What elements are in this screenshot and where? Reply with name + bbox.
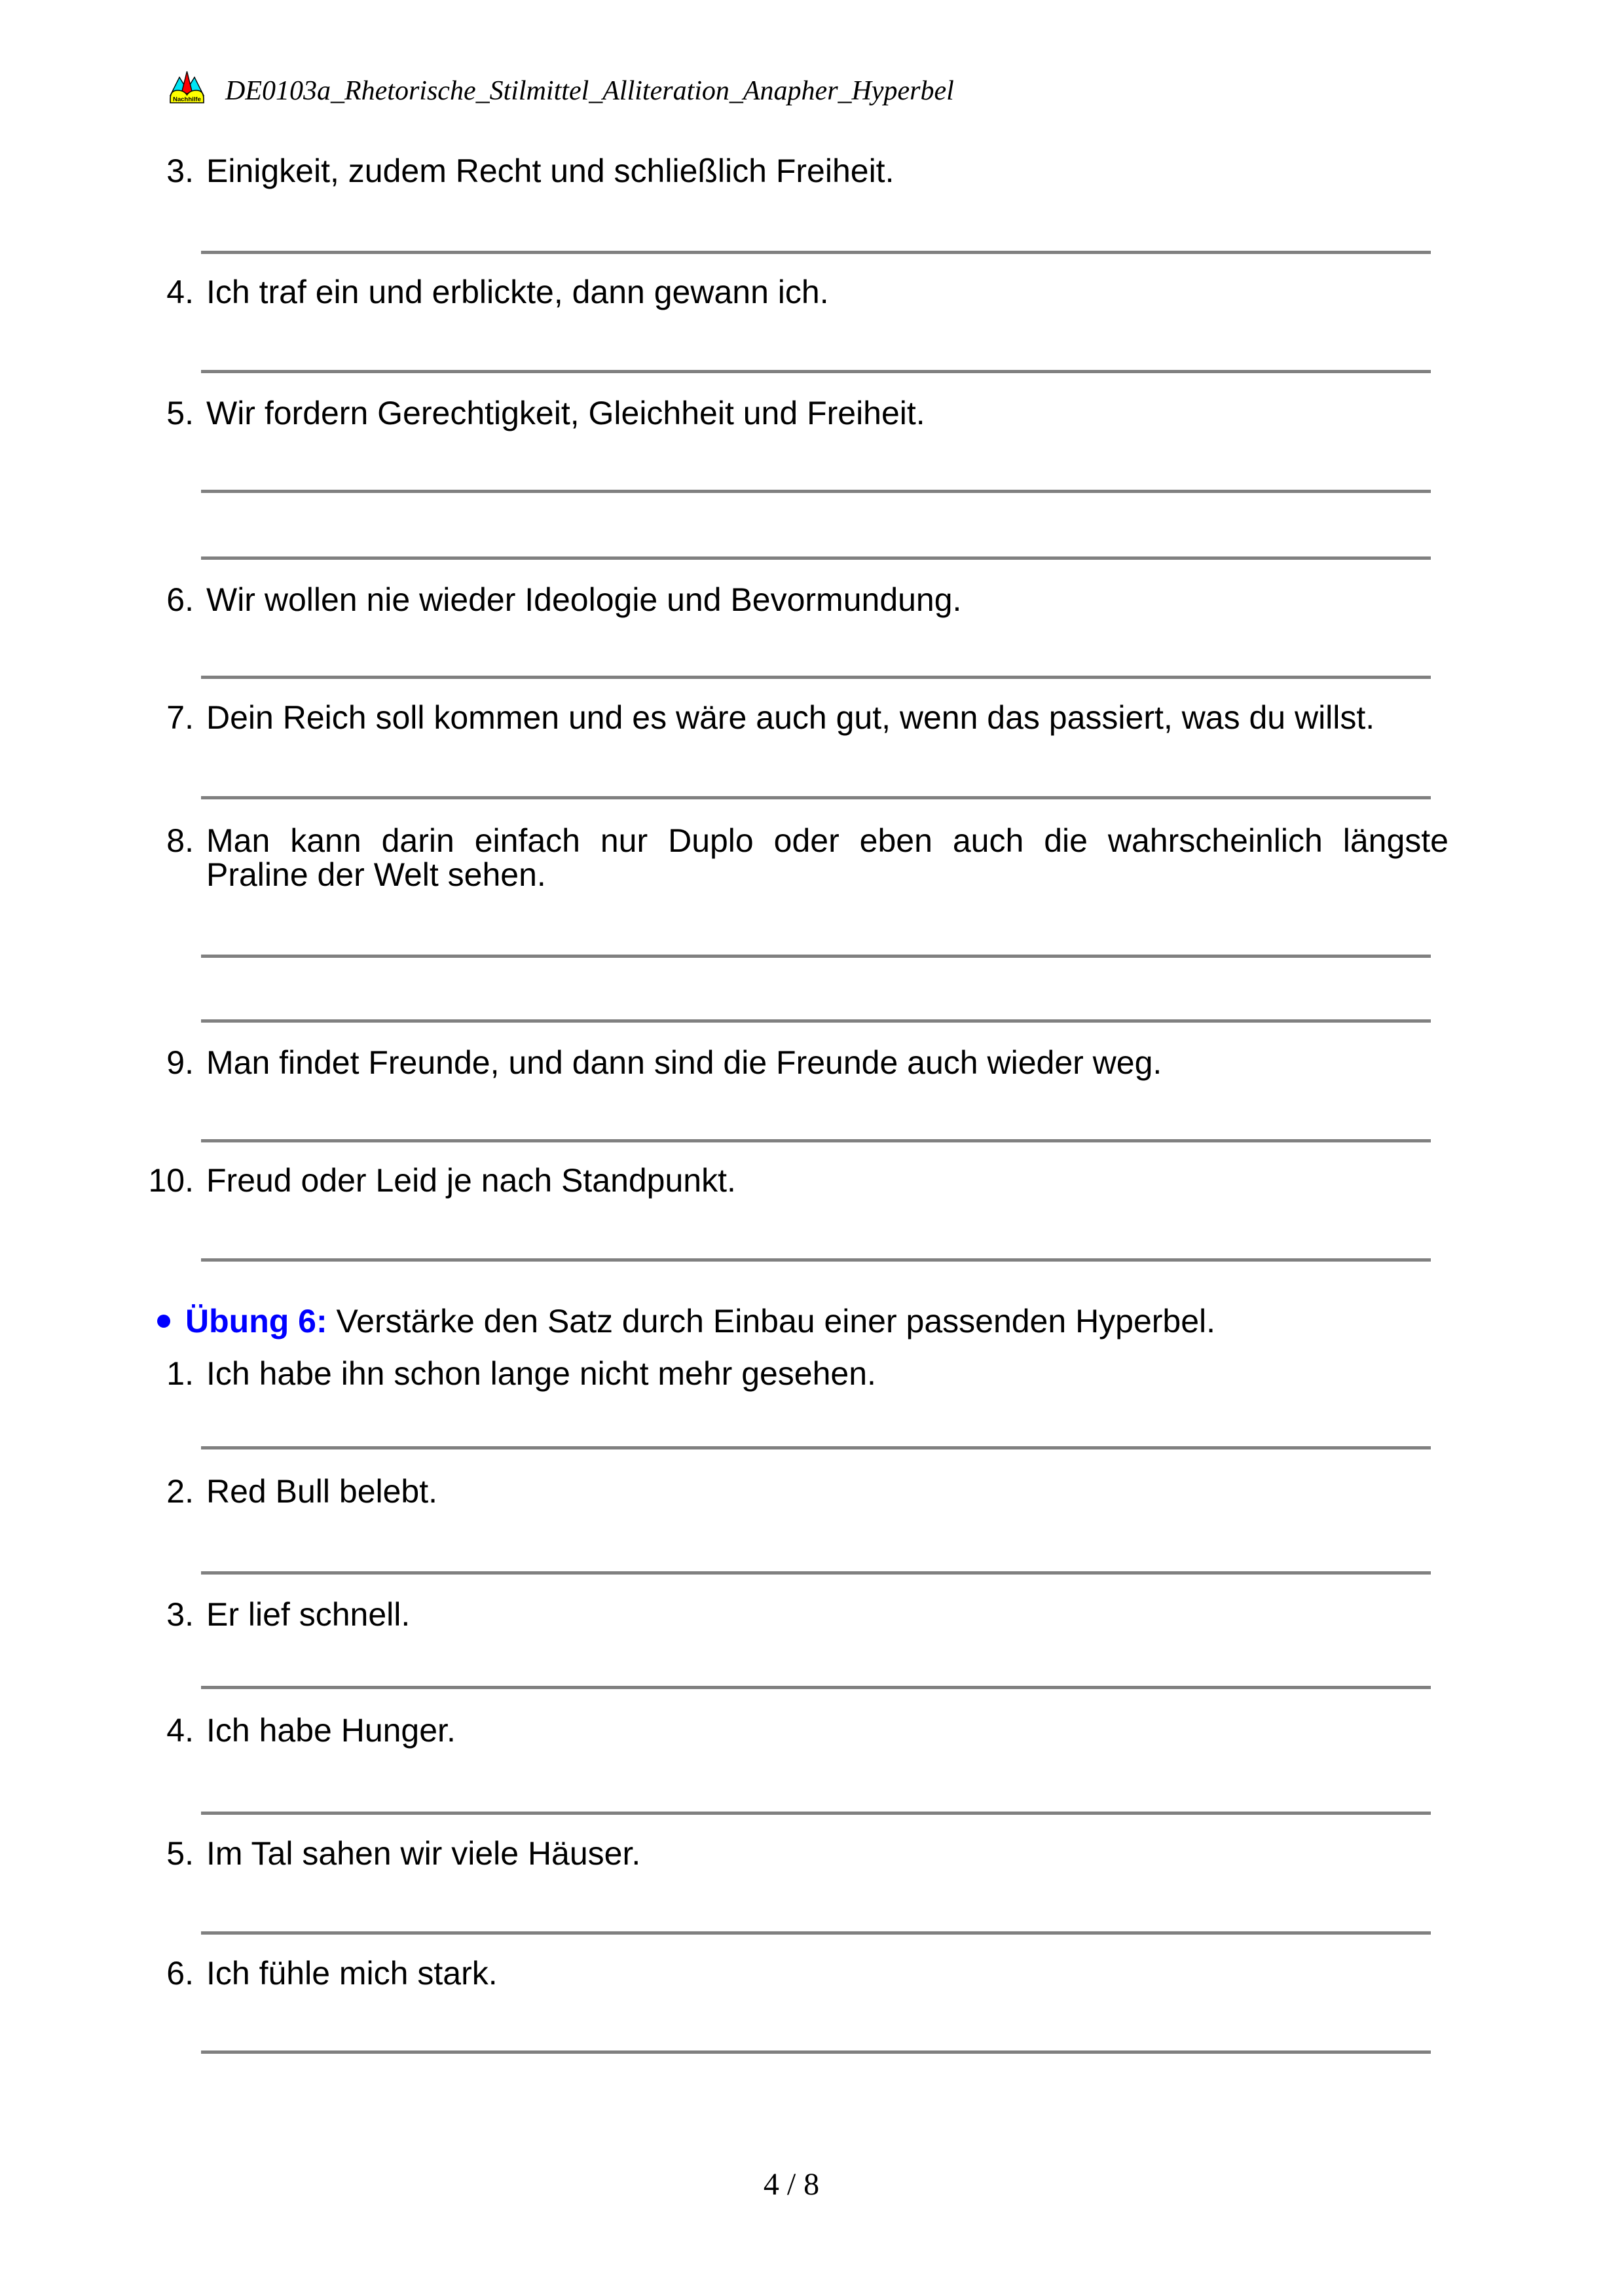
item-text: Wir fordern Gerechtigkeit, Gleichheit und Freiheit.	[206, 395, 925, 431]
exercise5-item-4	[166, 274, 1449, 310]
answer-line	[201, 676, 1431, 679]
item-text: Wir wollen nie wieder Ideologie und Bevormundung.	[206, 581, 962, 618]
item-number: 3.	[166, 1596, 194, 1633]
exercise6-item-1	[166, 1355, 1449, 1392]
item-text: Im Tal sahen wir viele Häuser.	[206, 1835, 641, 1872]
exercise6-item-3	[166, 1596, 1449, 1633]
answer-line	[201, 1258, 1431, 1262]
item-text: Red Bull belebt.	[206, 1473, 438, 1510]
answer-line	[201, 1686, 1431, 1689]
answer-line	[201, 2050, 1431, 2054]
item-number: 5.	[166, 1835, 194, 1872]
item-text: Ich habe Hunger.	[206, 1712, 456, 1749]
mountain-logo-icon	[169, 70, 205, 103]
answer-line	[201, 1139, 1431, 1142]
item-text-line: Man kann darin einfach nur Duplo oder eben auch die wahrscheinlich längste	[206, 822, 1449, 859]
nachhilfe-logo	[169, 70, 205, 103]
exercise6-label: Übung 6:	[185, 1303, 327, 1339]
item-number: 7.	[166, 699, 194, 736]
answer-line	[201, 490, 1431, 493]
answer-line	[201, 955, 1431, 958]
exercise5-item-7	[166, 699, 1449, 736]
answer-line	[201, 251, 1431, 254]
bullet-icon	[157, 1315, 170, 1328]
exercise5-item-5	[166, 395, 1449, 431]
item-number: 3.	[166, 153, 194, 189]
item-text: Ich fühle mich stark.	[206, 1955, 498, 1992]
item-number: 10.	[148, 1162, 194, 1199]
item-text: Er lief schnell.	[206, 1596, 411, 1633]
item-number: 2.	[166, 1473, 194, 1510]
exercise5-item-9	[166, 1044, 1449, 1081]
item-number: 4.	[166, 274, 194, 310]
item-number: 6.	[166, 581, 194, 618]
item-number: 4.	[166, 1712, 194, 1749]
exercise6-heading	[185, 1304, 1215, 1338]
logo-text: Nachhilfe	[173, 96, 201, 103]
exercise5-item-10	[148, 1162, 1449, 1199]
item-text: Ich traf ein und erblickte, dann gewann ich.	[206, 274, 829, 310]
answer-line	[201, 1812, 1431, 1815]
item-text: Dein Reich soll kommen und es wäre auch gut, wenn das passiert, was du willst.	[206, 699, 1375, 736]
item-text: Einigkeit, zudem Recht und schließlich Freiheit.	[206, 153, 895, 189]
exercise6-item-6	[166, 1955, 1449, 1992]
exercise6-instruction: Verstärke den Satz durch Einbau einer passenden Hyperbel.	[336, 1303, 1216, 1339]
exercise6-item-4	[166, 1712, 1449, 1749]
answer-line	[201, 796, 1431, 799]
item-number: 8.	[166, 822, 194, 859]
item-number: 9.	[166, 1044, 194, 1081]
answer-line	[201, 1446, 1431, 1449]
item-text: Ich habe ihn schon lange nicht mehr gesehen.	[206, 1355, 876, 1392]
answer-line	[201, 556, 1431, 560]
document-title: DE0103a_Rhetorische_Stilmittel_Alliteration_Anapher_Hyperbel	[225, 76, 954, 106]
answer-line	[201, 370, 1431, 373]
exercise5-item-6	[166, 581, 1449, 618]
item-text: Freud oder Leid je nach Standpunkt.	[206, 1162, 736, 1199]
answer-line	[201, 1571, 1431, 1575]
page-number: 4 / 8	[763, 2167, 820, 2202]
answer-line	[201, 1931, 1431, 1935]
exercise6-item-2	[166, 1473, 1449, 1510]
exercise5-item-3	[166, 153, 1449, 189]
item-number: 6.	[166, 1955, 194, 1992]
item-text-line: Praline der Welt sehen.	[206, 856, 546, 893]
item-text: Man findet Freunde, und dann sind die Freunde auch wieder weg.	[206, 1044, 1162, 1081]
item-number: 5.	[166, 395, 194, 431]
answer-line	[201, 1019, 1431, 1023]
exercise6-item-5	[166, 1835, 1449, 1872]
item-number: 1.	[166, 1355, 194, 1392]
exercise5-item-8	[166, 822, 1449, 893]
